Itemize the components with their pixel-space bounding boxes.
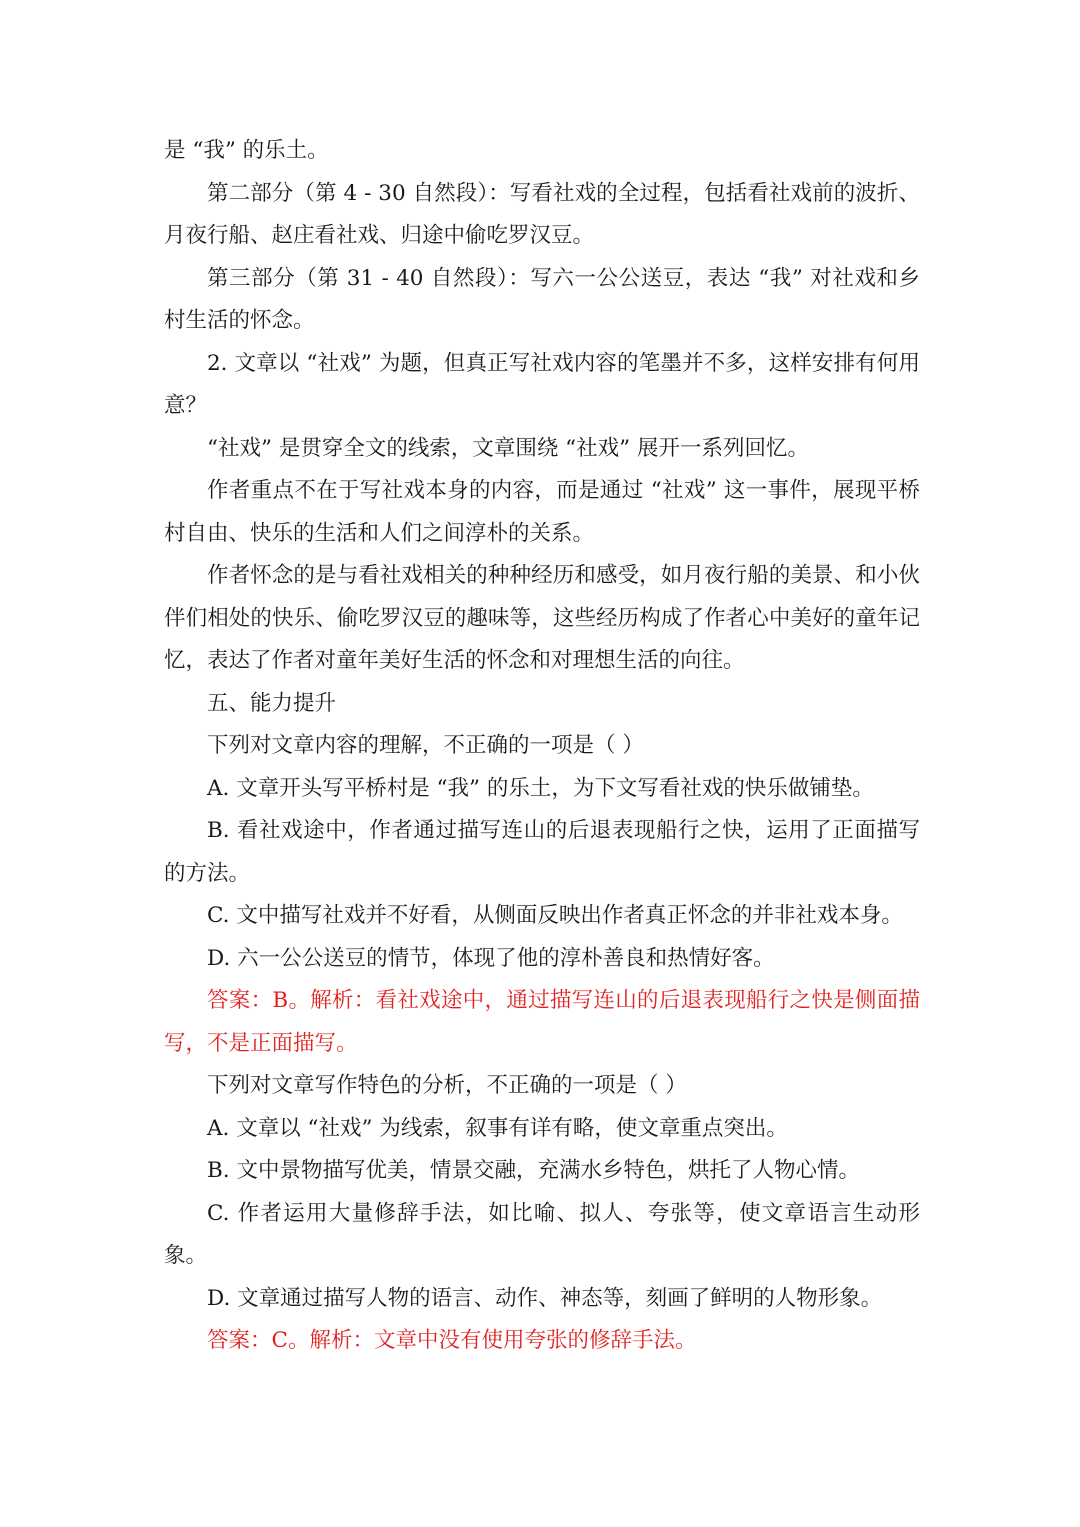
paragraph-part-two: 第二部分（第 4 - 30 自然段）：写看社戏的全过程，包括看社戏前的波折、月夜行船、赵庄看社戏、归途中偷吃罗汉豆。 (164, 180, 920, 248)
exercise-1-question: 下列对文章内容的理解，不正确的一项是（ ） (207, 733, 644, 758)
paragraph-part-three: 第三部分（第 31 - 40 自然段）：写六一公公送豆，表达 “我” 对社戏和乡村生活的怀念。 (164, 265, 920, 333)
exercise-1-option-b: B. 看社戏途中，作者通过描写连山的后退表现船行之快，运用了正面描写的方法。 (164, 818, 920, 886)
exercise-2-question: 下列对文章写作特色的分析，不正确的一项是（ ） (207, 1073, 687, 1098)
exercise-1-answer: 答案：B。解析：看社戏途中，通过描写连山的后退表现船行之快是侧面描写，不是正面描写。 (164, 988, 920, 1056)
exercise-1-option-c: C. 文中描写社戏并不好看，从侧面反映出作者真正怀念的并非社戏本身。 (207, 903, 903, 928)
exercise-2-answer: 答案：C。解析：文章中没有使用夸张的修辞手法。 (207, 1328, 697, 1353)
section-heading: 五、能力提升 (207, 690, 337, 716)
question-2: 2. 文章以 “社戏” 为题，但真正写社戏内容的笔墨并不多，这样安排有何用意？ (164, 350, 920, 418)
exercise-1-option-d: D. 六一公公送豆的情节，体现了他的淳朴善良和热情好客。 (207, 945, 775, 971)
exercise-2-option-c: C. 作者运用大量修辞手法，如比喻、拟人、夸张等，使文章语言生动形象。 (164, 1200, 920, 1268)
exercise-1-option-a: A. 文章开头写平桥村是 “我” 的乐土，为下文写看社戏的快乐做铺垫。 (207, 775, 874, 801)
exercise-2-option-a: A. 文章以 “社戏” 为线索，叙事有详有略，使文章重点突出。 (207, 1115, 788, 1141)
paragraph-memory: 作者怀念的是与看社戏相关的种种经历和感受，如月夜行船的美景、和小伙伴们相处的快乐、偷吃罗汉豆的趣味等，这些经历构成了作者心中美好的童年记忆，表达了作者对童年美好生活的怀念和对理想生活的向往。 (164, 563, 920, 673)
paragraph-continuation: 是 “我” 的乐土。 (164, 138, 329, 163)
exercise-2-option-b: B. 文中景物描写优美，情景交融，充满水乡特色，烘托了人物心情。 (207, 1158, 860, 1183)
paragraph-clue: “社戏” 是贯穿全文的线索，文章围绕 “社戏” 展开一系列回忆。 (207, 435, 809, 461)
document-body (164, 130, 920, 1363)
exercise-2-option-d: D. 文章通过描写人物的语言、动作、神态等，刻画了鲜明的人物形象。 (207, 1285, 883, 1311)
paragraph-focus: 作者重点不在于写社戏本身的内容，而是通过 “社戏” 这一事件，展现平桥村自由、快乐的生活和人们之间淳朴的关系。 (164, 478, 920, 546)
